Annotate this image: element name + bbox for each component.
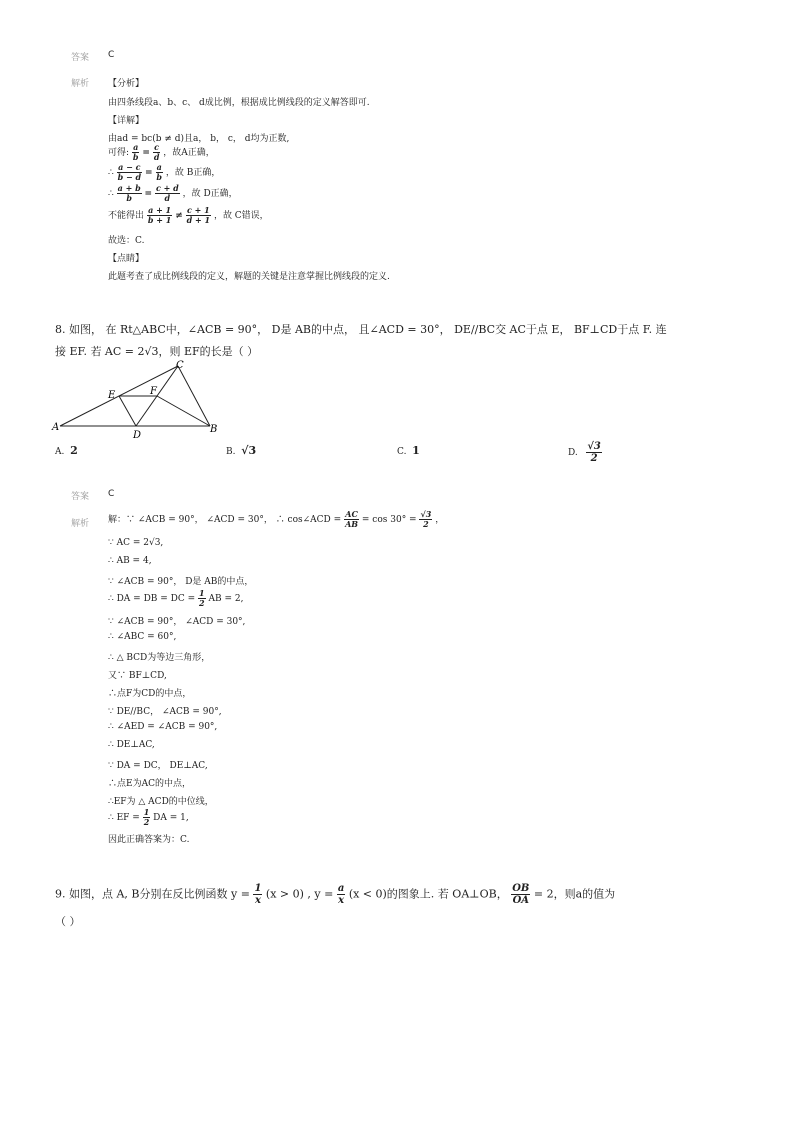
fraction: $\frac{1}{2}$ (199, 588, 205, 608)
fraction: $\frac{a}{b}$ (156, 162, 162, 182)
fraction: $\frac{a}{x}$ (337, 883, 345, 906)
label-a: A (52, 422, 60, 433)
analysis-tag: 解析 (71, 519, 90, 529)
label-e: E (108, 390, 116, 401)
label-d: D (133, 430, 142, 440)
solution-line: ∵ DA = DC， DE⊥AC, (108, 761, 208, 771)
analysis-line: 由ad = bc(b ≠ d)且a， b， c， d均为正数, (108, 134, 290, 144)
solution-line: ∵ ∠ACB = 90°， ∠ACD = 30°, (108, 617, 246, 627)
option-d[interactable]: D. $\frac{√3}{2}$ (568, 441, 601, 464)
label-f: F (150, 386, 157, 397)
option-c[interactable]: C. 1 (397, 444, 420, 457)
solution-line: ∴ DE⊥AC, (108, 740, 155, 750)
analysis-line: 【分析】 (108, 79, 145, 89)
solution-line: ∵ ∠ACB = 90°， D是 AB的中点， (108, 577, 254, 587)
analysis-line: 此题考查了成比例线段的定义，解题的关键是注意掌握比例线段的定义. (108, 272, 390, 282)
analysis-line: 【点睛】 (108, 254, 145, 264)
solution-line: ∴ △ BCD为等边三角形， (108, 653, 211, 663)
solution-line: ∴ DA = DB = DC = $\frac{1}{2}$ AB = 2, (108, 588, 244, 608)
analysis-line: 不能得出 $\frac{a + 1}{b + 1}$ ≠ $\frac{c + 1}{d + 1}$ ，故 C错误， (108, 205, 269, 225)
label-b: B (210, 424, 218, 435)
answer-value: C (108, 489, 115, 499)
analysis-line: ∴ $\frac{a + b}{b}$ = $\frac{c + d}{d}$ ，故 D正确， (108, 183, 238, 203)
option-a[interactable]: A. 2 (55, 444, 78, 457)
solution-line: ∵ AC = 2√3, (108, 538, 164, 548)
question-8-text: 8. 如图， 在 Rt△ABC中，∠ACB = 90°， D是 AB的中点， 且∠ACD = 30°， DE//BC交 AC于点 E， BF⊥CD于点 F. 连 (55, 323, 667, 336)
fraction: $\frac{OB}{OA}$ (512, 883, 530, 906)
answer-tag: 答案 (71, 492, 90, 502)
solution-line: ∴点F为CD的中点， (108, 689, 192, 699)
fraction: $\frac{c + d}{d}$ (155, 183, 179, 203)
fraction: $\frac{a - c}{b - d}$ (117, 162, 142, 182)
analysis-line: 故选：C. (108, 236, 145, 246)
fraction: $\frac{√3}{2}$ (420, 509, 432, 529)
solution-line: ∴ ∠ABC = 60°, (108, 632, 177, 642)
solution-line: ∴EF为 △ ACD的中位线， (108, 797, 214, 807)
fraction: $\frac{a + b}{b}$ (117, 183, 141, 203)
fraction: $\frac{a}{b}$ (132, 142, 139, 162)
analysis-line: ∴ $\frac{a - c}{b - d}$ = $\frac{a}{b}$ ，故 B正确， (108, 162, 221, 182)
option-b[interactable]: B. √3 (226, 444, 257, 457)
analysis-line: 【详解】 (108, 116, 145, 126)
answer-tag: 答案 (71, 53, 90, 63)
solution-line: 因此正确答案为：C. (108, 835, 190, 845)
fraction: $\frac{a + 1}{b + 1}$ (147, 205, 172, 225)
fraction: $\frac{√3}{2}$ (587, 441, 601, 464)
answer-value: C (108, 50, 115, 60)
solution-line: 解：∵ ∠ACB = 90°， ∠ACD = 30°， ∴ cos∠ACD = $\frac{AC}{AB}$ = cos 30° = $\frac{√3}{2}$ ， (108, 509, 445, 529)
triangle-figure (50, 358, 230, 440)
question-9-text: 9. 如图，点 A, B分别在反比例函数 y = $\frac{1}{x}$ (x > 0) , y = $\frac{a}{x}$ (x < 0)的图象上. 若 OA⊥OB， $\frac{OB}{OA}$ = 2，则a的值为 (55, 883, 616, 906)
fraction: $\frac{c + 1}{d + 1}$ (186, 205, 211, 225)
solution-line: ∴点E为AC的中点， (108, 779, 191, 789)
analysis-line: 可得: $\frac{a}{b}$ = $\frac{c}{d}$ ，故A正确， (108, 142, 215, 162)
fraction: $\frac{1}{2}$ (143, 807, 150, 827)
analysis-tag: 解析 (71, 79, 90, 89)
analysis-line: 由四条线段a、b、c、 d成比例，根据成比例线段的定义解答即可. (108, 98, 370, 108)
solution-line: ∵ DE//BC， ∠ACB = 90°, (108, 707, 222, 717)
solution-line: ∴ ∠AED = ∠ACB = 90°, (108, 722, 218, 732)
solution-line: 又∵ BF⊥CD, (108, 671, 167, 681)
fraction: $\frac{c}{d}$ (153, 142, 160, 162)
fraction: $\frac{1}{x}$ (254, 883, 262, 906)
question-8-text-2: 接 EF. 若 AC = 2√3，则 EF的长是（ ） (55, 345, 259, 358)
segment-ed (119, 396, 136, 426)
solution-line: ∴ AB = 4, (108, 556, 152, 566)
question-9-text-2: （ ） (55, 915, 81, 928)
solution-line: ∴ EF = $\frac{1}{2}$ DA = 1, (108, 807, 189, 827)
fraction: $\frac{AC}{AB}$ (345, 509, 359, 529)
label-c: C (176, 360, 184, 371)
